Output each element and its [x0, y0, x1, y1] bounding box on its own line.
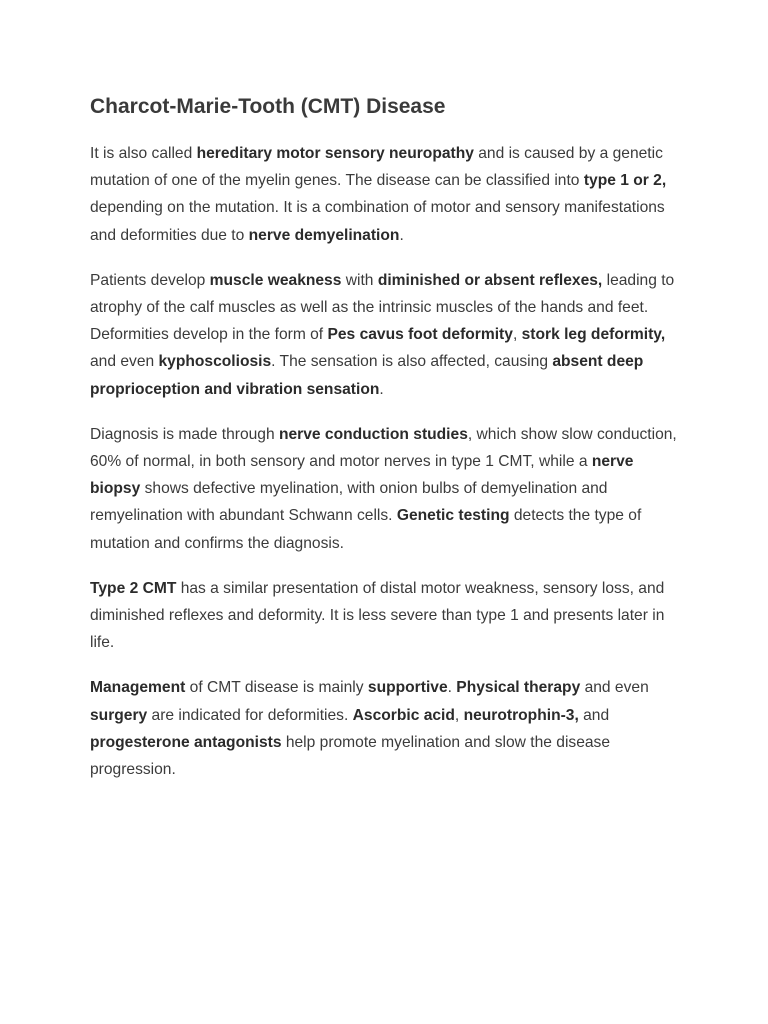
body-text: , — [454, 706, 464, 724]
body-text: and even — [580, 679, 649, 697]
body-text: Diagnosis is made through — [90, 425, 279, 443]
body-text: . — [399, 226, 404, 244]
paragraph-management — [90, 674, 680, 783]
body-text: depending on the mutation. It is a combination of motor and sensory manifestations and deformities due to — [90, 199, 665, 244]
emphasis-text: surgery — [90, 706, 148, 724]
emphasis-text: muscle weakness — [209, 271, 342, 289]
article — [90, 92, 680, 801]
body-text: shows defective myelination, with onion bulbs of demyelination and remyelination with abundant Schwann cells. — [90, 480, 608, 525]
body-text: detects the type of mutation and confirms the diagnosis. — [90, 507, 642, 552]
body-text: help promote myelination and slow the disease progression. — [90, 733, 611, 779]
body-text: and is caused by a genetic mutation of one of the myelin genes. The disease can be classified into — [90, 145, 663, 190]
emphasis-text: Pes cavus foot deformity — [327, 326, 513, 344]
body-text: leading to atrophy of the calf muscles as well as the intrinsic muscles of the hands and feet. Deformities develop in the form of — [90, 271, 675, 344]
emphasis-text: supportive — [367, 679, 448, 697]
emphasis-text: nerve demyelination — [248, 226, 400, 244]
emphasis-text: neurotrophin-3, — [463, 706, 579, 724]
emphasis-text: nerve biopsy — [90, 453, 634, 498]
body-text: has a similar presentation of distal motor weakness, sensory loss, and diminished reflexes and deformity. It is less severe than type 1 and presents later in life. — [90, 579, 665, 652]
paragraph-definition — [90, 140, 680, 249]
emphasis-text: progesterone antagonists — [90, 733, 282, 751]
emphasis-text: Physical therapy — [456, 679, 581, 697]
emphasis-text: stork leg deformity, — [521, 326, 666, 344]
body-text: . — [447, 679, 457, 697]
emphasis-text: hereditary motor sensory neuropathy — [196, 145, 474, 162]
article-title: Charcot-Marie-Tooth (CMT) Disease — [90, 95, 446, 118]
paragraph-type-2 — [90, 575, 680, 657]
emphasis-text: Management — [90, 679, 186, 697]
emphasis-text: diminished or absent reflexes, — [377, 271, 603, 289]
emphasis-text: absent deep proprioception and vibration sensation — [90, 353, 644, 398]
body-text: , — [512, 326, 522, 344]
body-text: , which show slow conduction, 60% of normal, in both sensory and motor nerves in type 1 CMT, while a — [90, 425, 677, 471]
body-text: . The sensation is also affected, causing — [271, 353, 553, 371]
emphasis-text: kyphoscoliosis — [158, 353, 272, 371]
body-text: are indicated for deformities. — [147, 706, 353, 724]
body-text: and — [578, 706, 610, 724]
emphasis-text: Genetic testing — [396, 507, 510, 525]
body-text: . — [379, 380, 384, 398]
body-text: with — [341, 271, 378, 289]
body-text: of CMT disease is mainly — [185, 679, 368, 697]
emphasis-text: Ascorbic acid — [352, 706, 455, 724]
emphasis-text: type 1 or 2, — [583, 172, 667, 190]
emphasis-text: nerve conduction studies — [278, 425, 468, 443]
body-text: It is also called — [90, 145, 197, 162]
body-text: and even — [90, 353, 159, 371]
body-text: Patients develop — [90, 271, 210, 289]
emphasis-text: Type 2 CMT — [90, 579, 177, 597]
paragraph-diagnosis — [90, 421, 680, 557]
paragraph-symptoms — [90, 267, 680, 403]
